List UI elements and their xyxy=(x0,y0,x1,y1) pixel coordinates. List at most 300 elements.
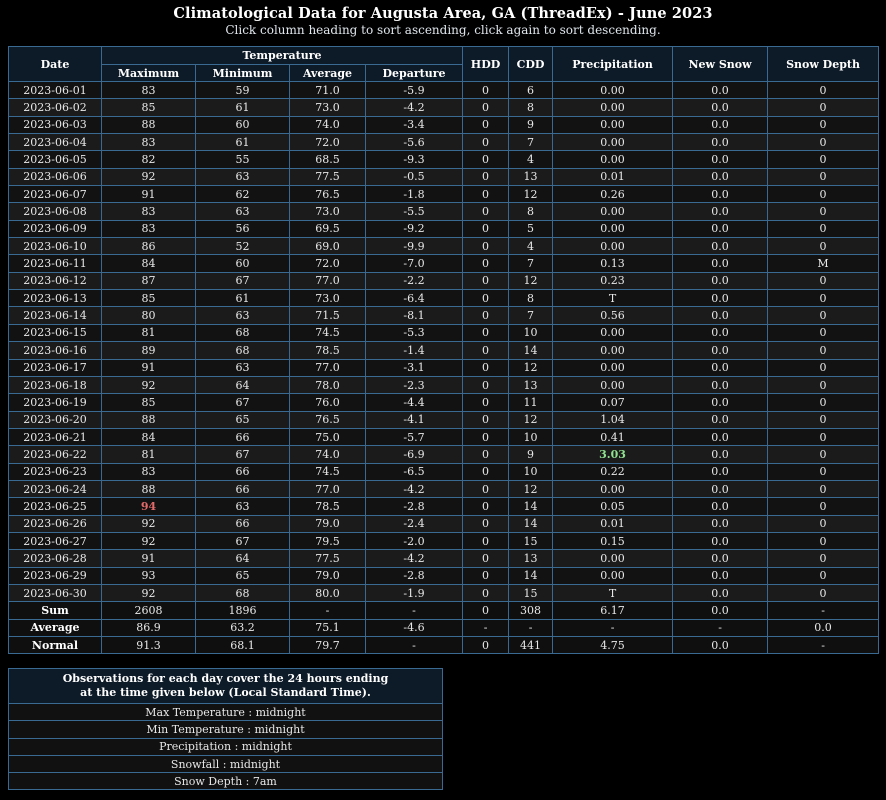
date-cell: 2023-06-09 xyxy=(9,220,102,237)
avg-temp-cell: 77.5 xyxy=(290,550,366,567)
date-cell: 2023-06-18 xyxy=(9,376,102,393)
column-header-minimum[interactable]: Minimum xyxy=(196,65,290,82)
table-row xyxy=(9,498,879,515)
column-header-snow-depth[interactable]: Snow Depth xyxy=(768,47,879,82)
precipitation-cell: 0.41 xyxy=(553,428,673,445)
snow-depth-cell: 0 xyxy=(768,290,879,307)
observation-heading-line1: Observations for each day cover the 24 hours ending xyxy=(62,672,389,685)
snow-depth-cell: 0 xyxy=(768,186,879,203)
max-temp-cell: 85 xyxy=(102,394,196,411)
snow-depth-cell: 0 xyxy=(768,99,879,116)
column-header-new-snow[interactable]: New Snow xyxy=(673,47,768,82)
climate-data-table xyxy=(8,46,879,654)
precipitation-cell: 0.00 xyxy=(553,151,673,168)
observation-times-table xyxy=(8,668,443,790)
table-row xyxy=(9,480,879,497)
avg-temp-cell: 69.0 xyxy=(290,238,366,255)
summary-cell: 6.17 xyxy=(553,602,673,619)
date-cell: 2023-06-23 xyxy=(9,463,102,480)
cdd-cell: 12 xyxy=(509,480,553,497)
departure-cell: -4.1 xyxy=(366,411,463,428)
snow-depth-cell: 0 xyxy=(768,134,879,151)
departure-cell: -4.4 xyxy=(366,394,463,411)
departure-cell: -9.3 xyxy=(366,151,463,168)
snow-depth-cell: 0 xyxy=(768,532,879,549)
new-snow-cell: 0.0 xyxy=(673,498,768,515)
new-snow-cell: 0.0 xyxy=(673,394,768,411)
date-cell: 2023-06-06 xyxy=(9,168,102,185)
avg-temp-cell: 79.5 xyxy=(290,532,366,549)
max-temp-cell: 92 xyxy=(102,584,196,601)
summary-row xyxy=(9,637,879,654)
hdd-cell: 0 xyxy=(463,446,509,463)
avg-temp-cell: 80.0 xyxy=(290,584,366,601)
cdd-cell: 7 xyxy=(509,134,553,151)
min-temp-cell: 63 xyxy=(196,203,290,220)
cdd-cell: 6 xyxy=(509,82,553,99)
max-temp-cell: 86 xyxy=(102,238,196,255)
cdd-cell: 13 xyxy=(509,376,553,393)
snow-depth-cell: 0 xyxy=(768,428,879,445)
hdd-cell: 0 xyxy=(463,186,509,203)
precipitation-cell: 0.00 xyxy=(553,238,673,255)
date-cell: 2023-06-22 xyxy=(9,446,102,463)
max-temp-cell: 81 xyxy=(102,446,196,463)
departure-cell: -2.8 xyxy=(366,498,463,515)
table-row xyxy=(9,394,879,411)
min-temp-cell: 67 xyxy=(196,394,290,411)
cdd-cell: 13 xyxy=(509,168,553,185)
snow-depth-cell: 0 xyxy=(768,550,879,567)
new-snow-cell: 0.0 xyxy=(673,446,768,463)
observation-item: Snowfall : midnight xyxy=(9,755,443,772)
cdd-cell: 14 xyxy=(509,498,553,515)
departure-cell: -4.2 xyxy=(366,550,463,567)
new-snow-cell: 0.0 xyxy=(673,584,768,601)
avg-temp-cell: 76.0 xyxy=(290,394,366,411)
min-temp-cell: 68 xyxy=(196,324,290,341)
departure-cell: -6.4 xyxy=(366,290,463,307)
date-cell: 2023-06-14 xyxy=(9,307,102,324)
table-row xyxy=(9,238,879,255)
cdd-cell: 8 xyxy=(509,203,553,220)
date-cell: 2023-06-01 xyxy=(9,82,102,99)
departure-cell: -5.6 xyxy=(366,134,463,151)
cdd-cell: 11 xyxy=(509,394,553,411)
cdd-cell: 15 xyxy=(509,584,553,601)
new-snow-cell: 0.0 xyxy=(673,428,768,445)
avg-temp-cell: 78.5 xyxy=(290,498,366,515)
hdd-cell: 0 xyxy=(463,359,509,376)
max-temp-cell: 80 xyxy=(102,307,196,324)
departure-cell: -1.8 xyxy=(366,186,463,203)
column-header-maximum[interactable]: Maximum xyxy=(102,65,196,82)
table-row xyxy=(9,584,879,601)
observation-item: Min Temperature : midnight xyxy=(9,721,443,738)
precipitation-cell: 1.04 xyxy=(553,411,673,428)
snow-depth-cell: 0 xyxy=(768,515,879,532)
avg-temp-cell: 73.0 xyxy=(290,290,366,307)
table-row xyxy=(9,290,879,307)
cdd-cell: 4 xyxy=(509,151,553,168)
summary-label: Sum xyxy=(9,602,102,619)
cdd-cell: 4 xyxy=(509,238,553,255)
hdd-cell: 0 xyxy=(463,498,509,515)
summary-cell: 2608 xyxy=(102,602,196,619)
date-cell: 2023-06-15 xyxy=(9,324,102,341)
departure-cell: -9.9 xyxy=(366,238,463,255)
precipitation-cell: 0.00 xyxy=(553,480,673,497)
max-temp-cell: 85 xyxy=(102,290,196,307)
cdd-cell: 10 xyxy=(509,428,553,445)
min-temp-cell: 67 xyxy=(196,446,290,463)
max-temp-cell: 81 xyxy=(102,324,196,341)
max-temp-cell: 91 xyxy=(102,550,196,567)
min-temp-cell: 68 xyxy=(196,584,290,601)
max-temp-cell: 89 xyxy=(102,342,196,359)
date-cell: 2023-06-30 xyxy=(9,584,102,601)
cdd-cell: 5 xyxy=(509,220,553,237)
table-row xyxy=(9,463,879,480)
min-temp-cell: 55 xyxy=(196,151,290,168)
column-header-date[interactable]: Date xyxy=(9,47,102,82)
cdd-cell: 15 xyxy=(509,532,553,549)
snow-depth-cell: M xyxy=(768,255,879,272)
summary-cell: - xyxy=(768,602,879,619)
table-row xyxy=(9,359,879,376)
summary-cell: - xyxy=(553,619,673,636)
precipitation-cell: 0.13 xyxy=(553,255,673,272)
observation-item: Max Temperature : midnight xyxy=(9,704,443,721)
precipitation-cell: 0.00 xyxy=(553,99,673,116)
date-cell: 2023-06-11 xyxy=(9,255,102,272)
snow-depth-cell: 0 xyxy=(768,394,879,411)
hdd-cell: 0 xyxy=(463,220,509,237)
min-temp-cell: 66 xyxy=(196,515,290,532)
date-cell: 2023-06-24 xyxy=(9,480,102,497)
snow-depth-cell: 0 xyxy=(768,567,879,584)
snow-depth-cell: 0 xyxy=(768,203,879,220)
precipitation-cell: 0.07 xyxy=(553,394,673,411)
departure-cell: -3.1 xyxy=(366,359,463,376)
summary-cell: - xyxy=(290,602,366,619)
cdd-cell: 12 xyxy=(509,272,553,289)
cdd-cell: 8 xyxy=(509,290,553,307)
departure-cell: -2.3 xyxy=(366,376,463,393)
min-temp-cell: 60 xyxy=(196,255,290,272)
max-temp-cell: 87 xyxy=(102,272,196,289)
min-temp-cell: 65 xyxy=(196,567,290,584)
avg-temp-cell: 73.0 xyxy=(290,203,366,220)
max-temp-cell: 83 xyxy=(102,220,196,237)
new-snow-cell: 0.0 xyxy=(673,463,768,480)
table-row xyxy=(9,168,879,185)
precipitation-cell: 0.00 xyxy=(553,220,673,237)
table-row xyxy=(9,220,879,237)
snow-depth-cell: 0 xyxy=(768,359,879,376)
departure-cell: -1.4 xyxy=(366,342,463,359)
hdd-cell: 0 xyxy=(463,342,509,359)
date-cell: 2023-06-02 xyxy=(9,99,102,116)
snow-depth-cell: 0 xyxy=(768,342,879,359)
new-snow-cell: 0.0 xyxy=(673,134,768,151)
table-row xyxy=(9,550,879,567)
hdd-cell: 0 xyxy=(463,168,509,185)
precipitation-cell: 0.00 xyxy=(553,134,673,151)
table-row xyxy=(9,515,879,532)
page-title: Climatological Data for Augusta Area, GA (ThreadEx) - June 2023 xyxy=(173,5,713,22)
cdd-cell: 12 xyxy=(509,411,553,428)
table-row xyxy=(9,82,879,99)
new-snow-cell: 0.0 xyxy=(673,307,768,324)
departure-cell: -9.2 xyxy=(366,220,463,237)
snow-depth-cell: 0 xyxy=(768,272,879,289)
avg-temp-cell: 78.0 xyxy=(290,376,366,393)
summary-cell: 0 xyxy=(463,637,509,654)
max-temp-cell: 88 xyxy=(102,480,196,497)
table-row xyxy=(9,342,879,359)
cdd-cell: 7 xyxy=(509,255,553,272)
cdd-cell: 12 xyxy=(509,186,553,203)
table-row xyxy=(9,151,879,168)
min-temp-cell: 63 xyxy=(196,168,290,185)
new-snow-cell: 0.0 xyxy=(673,359,768,376)
summary-cell: - xyxy=(463,619,509,636)
precipitation-cell: 0.00 xyxy=(553,82,673,99)
new-snow-cell: 0.0 xyxy=(673,480,768,497)
summary-cell: 0.0 xyxy=(673,602,768,619)
new-snow-cell: 0.0 xyxy=(673,99,768,116)
avg-temp-cell: 74.0 xyxy=(290,446,366,463)
min-temp-cell: 63 xyxy=(196,359,290,376)
departure-cell: -1.9 xyxy=(366,584,463,601)
precipitation-cell: 0.23 xyxy=(553,272,673,289)
precipitation-cell: 0.01 xyxy=(553,168,673,185)
hdd-cell: 0 xyxy=(463,238,509,255)
summary-cell: 75.1 xyxy=(290,619,366,636)
date-cell: 2023-06-20 xyxy=(9,411,102,428)
new-snow-cell: 0.0 xyxy=(673,168,768,185)
summary-row xyxy=(9,619,879,636)
precipitation-cell: 0.00 xyxy=(553,359,673,376)
avg-temp-cell: 73.0 xyxy=(290,99,366,116)
table-body xyxy=(9,82,879,602)
cdd-cell: 8 xyxy=(509,99,553,116)
avg-temp-cell: 74.5 xyxy=(290,324,366,341)
max-temp-cell: 84 xyxy=(102,428,196,445)
max-temp-cell: 88 xyxy=(102,116,196,133)
departure-cell: -7.0 xyxy=(366,255,463,272)
max-temp-cell: 83 xyxy=(102,463,196,480)
min-temp-cell: 61 xyxy=(196,99,290,116)
cdd-cell: 10 xyxy=(509,463,553,480)
observation-item: Snow Depth : 7am xyxy=(9,773,443,790)
new-snow-cell: 0.0 xyxy=(673,186,768,203)
summary-cell: - xyxy=(366,602,463,619)
table-row xyxy=(9,203,879,220)
hdd-cell: 0 xyxy=(463,99,509,116)
snow-depth-cell: 0 xyxy=(768,446,879,463)
max-temp-cell: 88 xyxy=(102,411,196,428)
hdd-cell: 0 xyxy=(463,567,509,584)
summary-cell: - xyxy=(673,619,768,636)
new-snow-cell: 0.0 xyxy=(673,342,768,359)
hdd-cell: 0 xyxy=(463,324,509,341)
column-header-departure[interactable]: Departure xyxy=(366,65,463,82)
snow-depth-cell: 0 xyxy=(768,376,879,393)
summary-cell: 91.3 xyxy=(102,637,196,654)
precipitation-cell: 0.15 xyxy=(553,532,673,549)
avg-temp-cell: 76.5 xyxy=(290,186,366,203)
hdd-cell: 0 xyxy=(463,290,509,307)
precipitation-cell: 0.22 xyxy=(553,463,673,480)
hdd-cell: 0 xyxy=(463,463,509,480)
departure-cell: -2.4 xyxy=(366,515,463,532)
summary-label: Normal xyxy=(9,637,102,654)
precipitation-cell: 0.00 xyxy=(553,203,673,220)
table-row xyxy=(9,272,879,289)
precipitation-cell: T xyxy=(553,290,673,307)
avg-temp-cell: 72.0 xyxy=(290,255,366,272)
avg-temp-cell: 74.0 xyxy=(290,116,366,133)
cdd-cell: 7 xyxy=(509,307,553,324)
summary-cell: 308 xyxy=(509,602,553,619)
avg-temp-cell: 76.5 xyxy=(290,411,366,428)
cdd-cell: 9 xyxy=(509,116,553,133)
precipitation-cell: 0.05 xyxy=(553,498,673,515)
precipitation-cell: 0.01 xyxy=(553,515,673,532)
cdd-cell: 12 xyxy=(509,359,553,376)
cdd-cell: 13 xyxy=(509,550,553,567)
new-snow-cell: 0.0 xyxy=(673,220,768,237)
date-cell: 2023-06-21 xyxy=(9,428,102,445)
departure-cell: -5.5 xyxy=(366,203,463,220)
hdd-cell: 0 xyxy=(463,515,509,532)
avg-temp-cell: 68.5 xyxy=(290,151,366,168)
hdd-cell: 0 xyxy=(463,151,509,168)
snow-depth-cell: 0 xyxy=(768,82,879,99)
precipitation-cell: 0.00 xyxy=(553,376,673,393)
avg-temp-cell: 77.0 xyxy=(290,359,366,376)
summary-cell: - xyxy=(366,637,463,654)
date-cell: 2023-06-16 xyxy=(9,342,102,359)
date-cell: 2023-06-13 xyxy=(9,290,102,307)
date-cell: 2023-06-27 xyxy=(9,532,102,549)
new-snow-cell: 0.0 xyxy=(673,255,768,272)
column-header-average[interactable]: Average xyxy=(290,65,366,82)
max-temp-cell: 92 xyxy=(102,532,196,549)
date-cell: 2023-06-05 xyxy=(9,151,102,168)
table-row xyxy=(9,428,879,445)
hdd-cell: 0 xyxy=(463,480,509,497)
summary-cell: 68.1 xyxy=(196,637,290,654)
min-temp-cell: 68 xyxy=(196,342,290,359)
cdd-cell: 9 xyxy=(509,446,553,463)
summary-cell: 79.7 xyxy=(290,637,366,654)
date-cell: 2023-06-28 xyxy=(9,550,102,567)
hdd-cell: 0 xyxy=(463,255,509,272)
summary-cell: 0.0 xyxy=(768,619,879,636)
hdd-cell: 0 xyxy=(463,134,509,151)
summary-cell: - xyxy=(768,637,879,654)
min-temp-cell: 65 xyxy=(196,411,290,428)
avg-temp-cell: 75.0 xyxy=(290,428,366,445)
date-cell: 2023-06-29 xyxy=(9,567,102,584)
date-cell: 2023-06-03 xyxy=(9,116,102,133)
observation-item: Precipitation : midnight xyxy=(9,738,443,755)
min-temp-cell: 64 xyxy=(196,550,290,567)
departure-cell: -2.2 xyxy=(366,272,463,289)
table-row xyxy=(9,376,879,393)
table-row xyxy=(9,134,879,151)
date-cell: 2023-06-07 xyxy=(9,186,102,203)
new-snow-cell: 0.0 xyxy=(673,82,768,99)
summary-cell: 1896 xyxy=(196,602,290,619)
snow-depth-cell: 0 xyxy=(768,116,879,133)
summary-cell: 0 xyxy=(463,602,509,619)
cdd-cell: 14 xyxy=(509,515,553,532)
max-temp-cell: 91 xyxy=(102,359,196,376)
new-snow-cell: 0.0 xyxy=(673,515,768,532)
hdd-cell: 0 xyxy=(463,82,509,99)
avg-temp-cell: 78.5 xyxy=(290,342,366,359)
hdd-cell: 0 xyxy=(463,428,509,445)
max-temp-cell: 83 xyxy=(102,203,196,220)
departure-cell: -5.7 xyxy=(366,428,463,445)
hdd-cell: 0 xyxy=(463,550,509,567)
hdd-cell: 0 xyxy=(463,272,509,289)
table-summary xyxy=(9,602,879,654)
snow-depth-cell: 0 xyxy=(768,498,879,515)
summary-cell: 4.75 xyxy=(553,637,673,654)
column-header-hdd[interactable]: HDD xyxy=(463,47,509,82)
snow-depth-cell: 0 xyxy=(768,324,879,341)
table-row xyxy=(9,99,879,116)
snow-depth-cell: 0 xyxy=(768,307,879,324)
column-header-precipitation[interactable]: Precipitation xyxy=(553,47,673,82)
summary-cell: 86.9 xyxy=(102,619,196,636)
new-snow-cell: 0.0 xyxy=(673,272,768,289)
new-snow-cell: 0.0 xyxy=(673,290,768,307)
max-temp-cell: 85 xyxy=(102,99,196,116)
new-snow-cell: 0.0 xyxy=(673,151,768,168)
hdd-cell: 0 xyxy=(463,411,509,428)
summary-cell: 63.2 xyxy=(196,619,290,636)
avg-temp-cell: 71.0 xyxy=(290,82,366,99)
new-snow-cell: 0.0 xyxy=(673,567,768,584)
column-header-cdd[interactable]: CDD xyxy=(509,47,553,82)
min-temp-cell: 61 xyxy=(196,134,290,151)
departure-cell: -3.4 xyxy=(366,116,463,133)
observation-heading-line2: at the time given below (Local Standard Time). xyxy=(80,686,371,699)
date-cell: 2023-06-26 xyxy=(9,515,102,532)
snow-depth-cell: 0 xyxy=(768,480,879,497)
max-temp-cell: 94 xyxy=(102,498,196,515)
cdd-cell: 14 xyxy=(509,567,553,584)
avg-temp-cell: 77.0 xyxy=(290,272,366,289)
date-cell: 2023-06-19 xyxy=(9,394,102,411)
min-temp-cell: 66 xyxy=(196,463,290,480)
departure-cell: -2.8 xyxy=(366,567,463,584)
max-temp-cell: 83 xyxy=(102,82,196,99)
date-cell: 2023-06-17 xyxy=(9,359,102,376)
summary-cell: 0.0 xyxy=(673,637,768,654)
min-temp-cell: 61 xyxy=(196,290,290,307)
precipitation-cell: T xyxy=(553,584,673,601)
table-row xyxy=(9,567,879,584)
hdd-cell: 0 xyxy=(463,532,509,549)
date-cell: 2023-06-04 xyxy=(9,134,102,151)
